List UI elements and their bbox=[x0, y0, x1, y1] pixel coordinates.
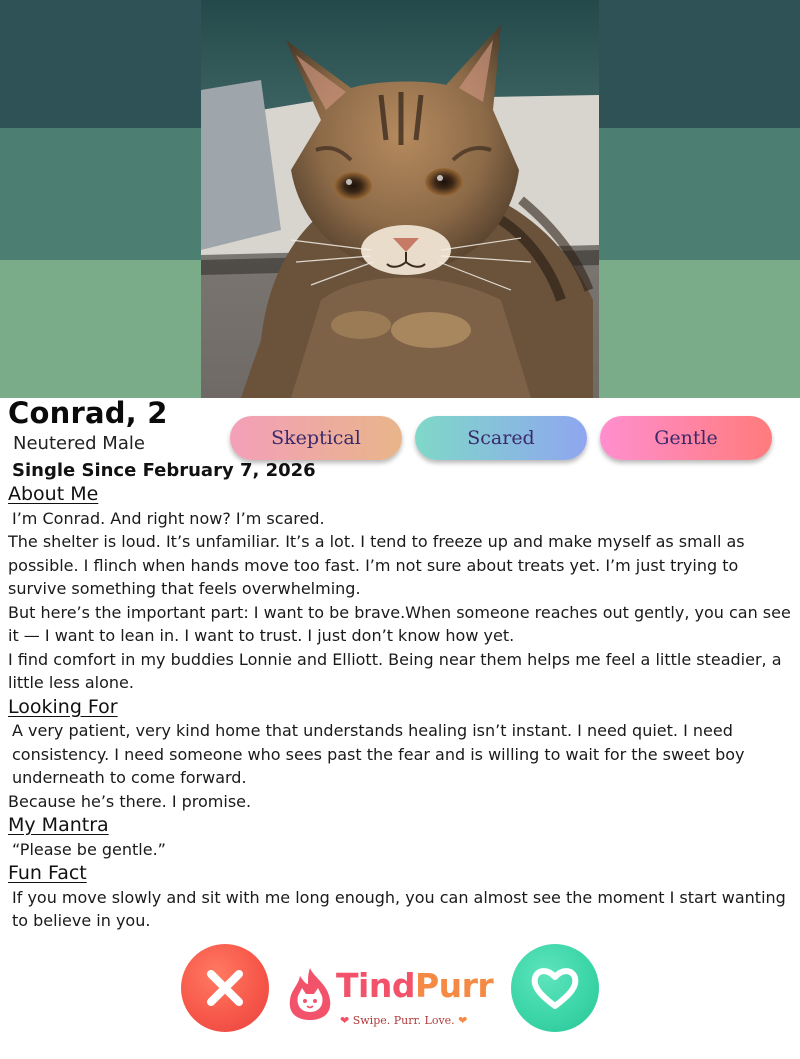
trait-tag-scared[interactable] bbox=[415, 416, 587, 460]
section-heading-fun-fact: Fun Fact bbox=[8, 862, 87, 884]
like-button[interactable] bbox=[511, 944, 599, 1032]
single-since: Single Since February 7, 2026 bbox=[12, 460, 316, 481]
section-fun-fact bbox=[8, 861, 796, 933]
section-about bbox=[8, 482, 796, 695]
flame-cat-icon bbox=[284, 966, 336, 1022]
tagline-text: Swipe. Purr. Love. bbox=[352, 1014, 455, 1027]
logo-tagline bbox=[340, 1014, 467, 1027]
mantra-paragraph: “Please be gentle.” bbox=[12, 839, 166, 859]
trait-tag-skeptical[interactable] bbox=[230, 416, 402, 460]
section-heading-mantra: My Mantra bbox=[8, 814, 109, 836]
about-paragraph: I find comfort in my buddies Lonnie and Elliott. Being near them helps me feel a little steadier, a little less alone. bbox=[8, 649, 782, 692]
profile-name: Conrad, 2 bbox=[8, 396, 168, 430]
section-heading-about: About Me bbox=[8, 483, 99, 505]
section-looking-for bbox=[8, 695, 796, 814]
section-heading-looking-for: Looking For bbox=[8, 695, 118, 718]
trait-tag-label: Skeptical bbox=[271, 427, 361, 449]
trait-tag-gentle[interactable] bbox=[600, 416, 772, 460]
hero-banner bbox=[0, 0, 800, 398]
logo-wordmark bbox=[336, 966, 493, 1005]
looking-paragraph: Because he’s there. I promise. bbox=[8, 791, 252, 811]
looking-paragraph: A very patient, very kind home that understands healing isn’t instant. I need quiet. I need consistency. I need someone who sees past the fear and is willing to wait for the sweet boy underneath to come forward. bbox=[12, 721, 745, 787]
about-paragraph: I’m Conrad. And right now? I’m scared. bbox=[12, 508, 325, 528]
heart-icon bbox=[529, 964, 581, 1012]
cat-photo bbox=[201, 0, 599, 398]
fun-fact-paragraph: If you move slowly and sit with me long enough, you can almost see the moment I start wanting to believe in you. bbox=[12, 887, 786, 930]
about-paragraph: But here’s the important part: I want to be brave.When someone reaches out gently, you can see it — I want to lean in. I want to trust. I just don’t know how yet. bbox=[8, 602, 791, 645]
close-x-icon bbox=[201, 964, 249, 1012]
about-paragraph: The shelter is loud. It’s unfamiliar. It’s a lot. I tend to freeze up and make myself as small as possible. I flinch when hands move too fast. I’m not sure about treats yet. I’m just trying to survive something that feels overwhelming. bbox=[8, 532, 745, 598]
heart-small-icon: ❤ bbox=[340, 1014, 350, 1027]
heart-small-icon: ❤ bbox=[458, 1014, 468, 1027]
reject-button[interactable] bbox=[181, 944, 269, 1032]
logo-tind: Tind bbox=[336, 966, 415, 1005]
logo-purr: Purr bbox=[414, 966, 494, 1005]
section-mantra bbox=[8, 813, 796, 861]
profile-subtitle: Neutered Male bbox=[13, 433, 145, 454]
profile-bio bbox=[8, 482, 796, 933]
cat-illustration bbox=[201, 0, 599, 398]
trait-tag-label: Gentle bbox=[654, 427, 718, 449]
trait-tag-label: Scared bbox=[467, 427, 535, 449]
tindpurr-logo bbox=[282, 962, 502, 1034]
